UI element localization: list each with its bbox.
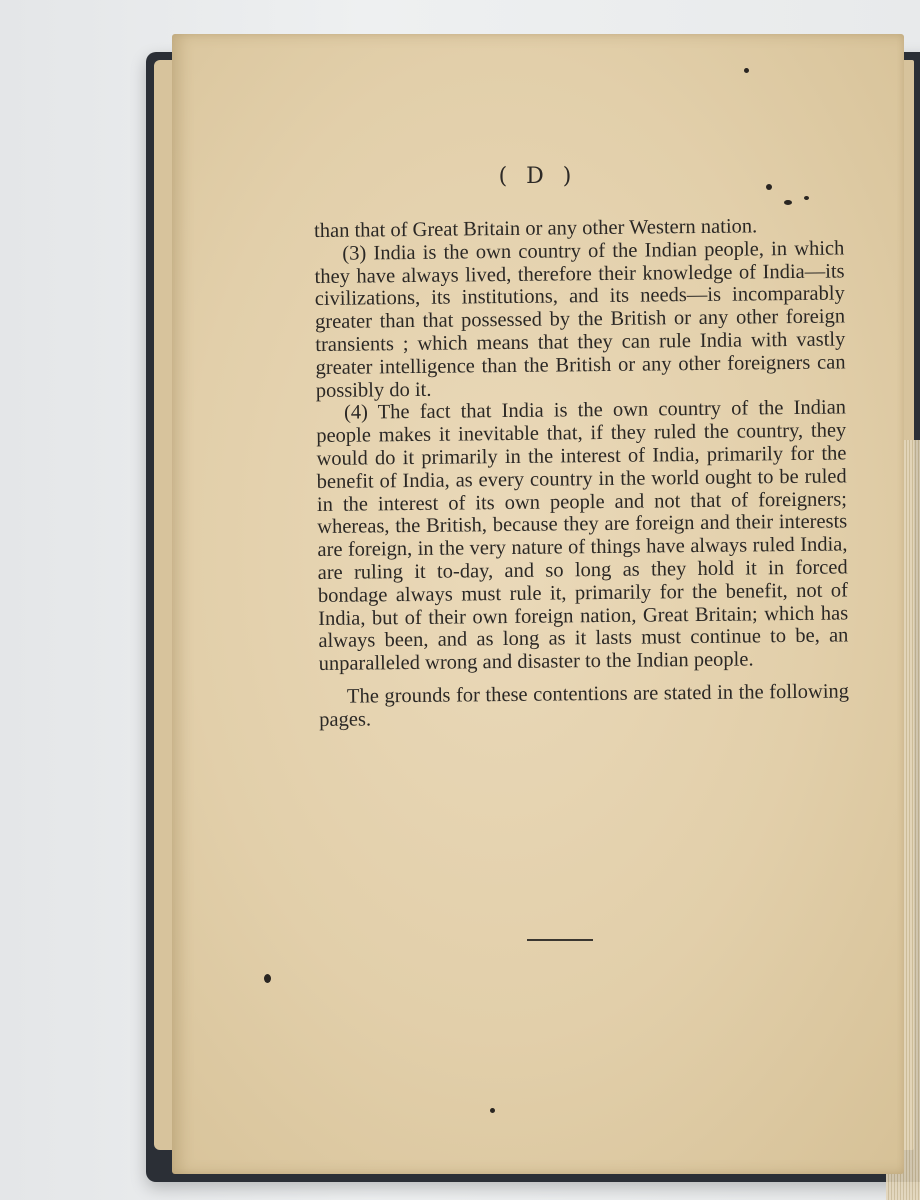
- ink-speck: [804, 196, 809, 200]
- paragraph-point-3: (3) India is the own country of the Indian people, in which they have always lived, therefore their knowledge of India—its civilizations, its institutions, and its needs—is incomparably greater than that possessed by the British or any other foreign transients ; which means that they can rule India with vastly greater intelligence than the British or any other foreigners can possibly do it.: [314, 237, 846, 402]
- body-text: [314, 214, 849, 731]
- paragraph-continuation: than that of Great Britain or any other Western nation.: [314, 215, 758, 242]
- ink-speck: [784, 200, 792, 205]
- ink-speck: [490, 1108, 495, 1113]
- ink-speck: [766, 184, 772, 190]
- ink-speck: [744, 68, 749, 73]
- book-page: [172, 34, 904, 1174]
- page-number: ( D ): [498, 164, 578, 189]
- paragraph-closing: The grounds for these contentions are stated in the following pages.: [319, 680, 850, 731]
- section-rule: [527, 939, 593, 941]
- paragraph-point-4: (4) The fact that India is the own country of the Indian people makes it inevitable that, if they ruled the country, they would do it primarily in the interest of India, primarily for the benefit of India, as every country in the world ought to be ruled in the interest of its own people and not that of foreigners; whereas, the British, because they are foreign and their interests are foreign, in the very nature of things have always ruled India, are ruling it to-day, and so long as they hold it in forced bondage always must rule it, primarily for the benefit, not of India, but of their own foreign nation, Great Britain; which has always been, and as long as it lasts must continue to be, an unparalleled wrong and disaster to the Indian people.: [316, 396, 849, 676]
- ink-speck: [264, 974, 271, 983]
